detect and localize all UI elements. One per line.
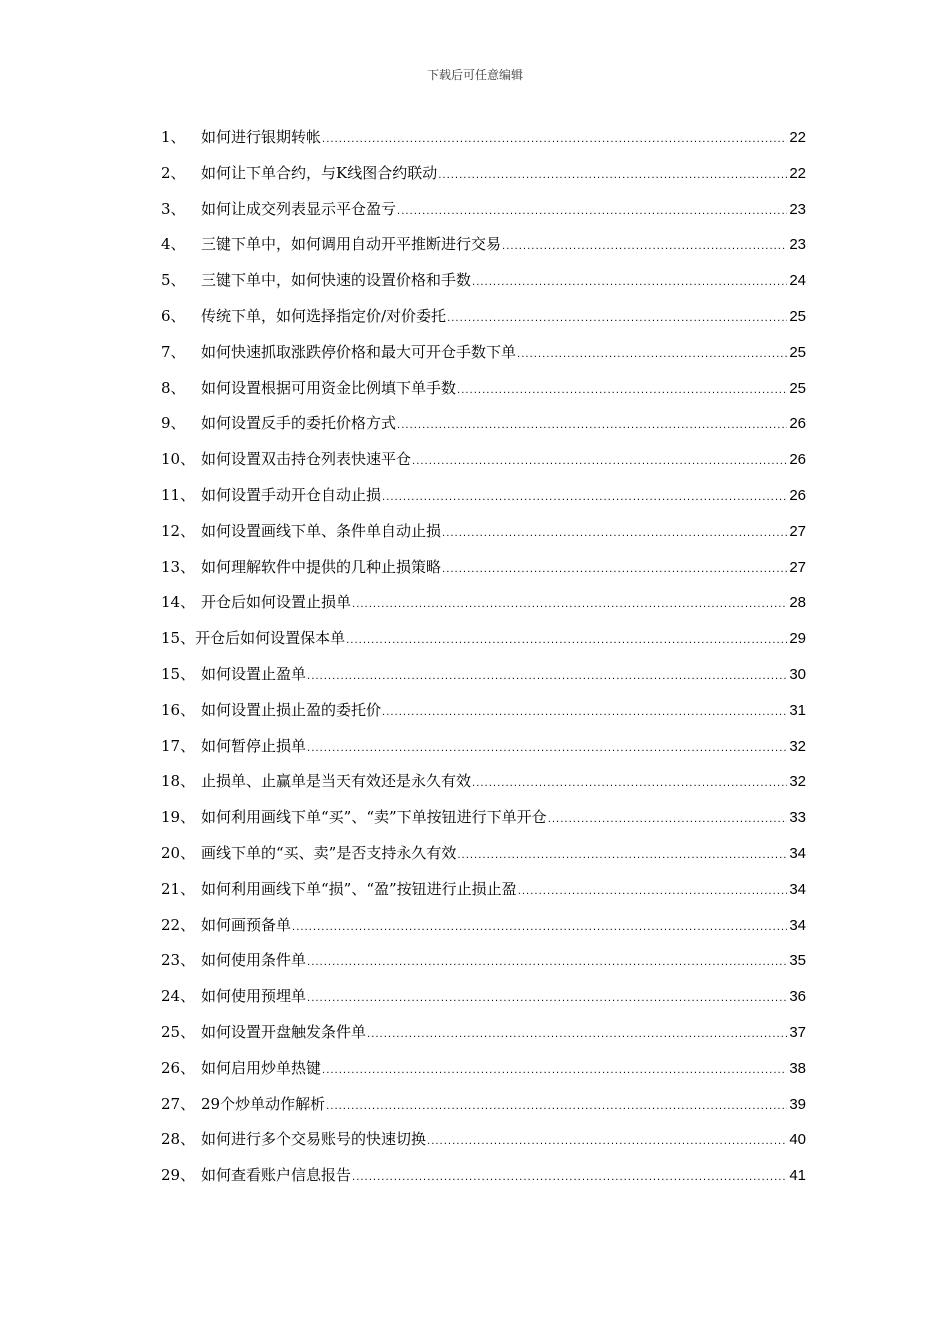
toc-entry-title: 如何启用炒单热键 bbox=[201, 1058, 322, 1077]
toc-entry-page-number: 28 bbox=[789, 594, 806, 612]
toc-dot-leader bbox=[352, 590, 787, 620]
toc-entry[interactable] bbox=[161, 766, 806, 802]
toc-entry-title: 止损单、止赢单是当天有效还是永久有效 bbox=[201, 772, 472, 791]
toc-entry-title: 如何进行多个交易账号的快速切换 bbox=[201, 1130, 427, 1149]
toc-entry-title: 三键下单中，如何快速的设置价格和手数 bbox=[201, 271, 472, 290]
toc-entry-page-number: 27 bbox=[789, 522, 806, 540]
toc-entry-page-number: 35 bbox=[789, 952, 806, 970]
toc-entry[interactable] bbox=[161, 337, 806, 373]
toc-entry-page-number: 36 bbox=[789, 988, 806, 1006]
toc-dot-leader bbox=[457, 376, 787, 406]
toc-entry[interactable] bbox=[161, 910, 806, 946]
toc-entry-number: 14、 bbox=[161, 593, 196, 612]
toc-entry-title: 开仓后如何设置保本单 bbox=[195, 629, 346, 648]
toc-entry-number: 18、 bbox=[161, 772, 196, 791]
toc-entry[interactable] bbox=[161, 158, 806, 194]
toc-dot-leader bbox=[442, 555, 787, 585]
toc-entry-number: 7、 bbox=[161, 342, 186, 361]
toc-entry[interactable] bbox=[161, 552, 806, 588]
toc-dot-leader bbox=[442, 519, 787, 549]
toc-entry-page-number: 29 bbox=[789, 630, 806, 648]
toc-entry-number: 25、 bbox=[161, 1022, 196, 1041]
toc-entry-title: 传统下单，如何选择指定价/对价委托 bbox=[201, 306, 447, 325]
toc-entry[interactable] bbox=[161, 516, 806, 552]
toc-entry[interactable] bbox=[161, 731, 806, 767]
toc-entry-page-number: 23 bbox=[789, 236, 806, 254]
toc-dot-leader bbox=[382, 698, 787, 728]
toc-entry-number: 19、 bbox=[161, 808, 196, 827]
toc-dot-leader bbox=[397, 197, 787, 227]
toc-entry[interactable] bbox=[161, 1124, 806, 1160]
toc-entry-title: 29个炒单动作解析 bbox=[201, 1094, 326, 1113]
toc-dot-leader bbox=[326, 1092, 787, 1122]
toc-entry-title: 如何快速抓取涨跌停价格和最大可开仓手数下单 bbox=[201, 342, 517, 361]
toc-entry-number: 15、 bbox=[161, 629, 196, 648]
toc-entry-number: 5、 bbox=[161, 271, 186, 290]
toc-entry-title: 如何使用条件单 bbox=[201, 951, 307, 970]
toc-dot-leader bbox=[457, 841, 787, 871]
toc-entry-number: 29、 bbox=[161, 1166, 196, 1185]
toc-entry[interactable] bbox=[161, 659, 806, 695]
toc-dot-leader bbox=[548, 805, 787, 835]
toc-entry-title: 画线下单的“买、卖”是否支持永久有效 bbox=[201, 843, 457, 862]
toc-entry[interactable] bbox=[161, 301, 806, 337]
toc-entry-page-number: 32 bbox=[789, 773, 806, 791]
toc-entry-page-number: 33 bbox=[789, 809, 806, 827]
toc-dot-leader bbox=[472, 769, 787, 799]
toc-entry-title: 如何画预备单 bbox=[201, 915, 292, 934]
toc-entry-page-number: 22 bbox=[789, 129, 806, 146]
toc-entry-page-number: 22 bbox=[789, 164, 806, 182]
toc-entry-page-number: 40 bbox=[789, 1131, 806, 1149]
toc-entry-number: 28、 bbox=[161, 1130, 196, 1149]
toc-dot-leader bbox=[322, 125, 787, 155]
toc-dot-leader bbox=[307, 734, 787, 764]
toc-entry-page-number: 31 bbox=[789, 701, 806, 719]
toc-entry-title: 如何设置画线下单、条件单自动止损 bbox=[201, 521, 442, 540]
toc-entry-page-number: 26 bbox=[789, 451, 806, 469]
toc-dot-leader bbox=[307, 662, 787, 692]
toc-entry-page-number: 24 bbox=[789, 272, 806, 290]
toc-entry-title: 如何理解软件中提供的几种止损策略 bbox=[201, 557, 442, 576]
toc-dot-leader bbox=[427, 1127, 787, 1157]
toc-entry-number: 9、 bbox=[161, 414, 186, 433]
toc-entry-page-number: 26 bbox=[789, 415, 806, 433]
toc-entry-number: 23、 bbox=[161, 951, 196, 970]
toc-dot-leader bbox=[322, 1056, 787, 1086]
toc-dot-leader bbox=[438, 161, 787, 191]
toc-entry-number: 21、 bbox=[161, 879, 196, 898]
toc-entry[interactable] bbox=[161, 802, 806, 838]
toc-entry-number: 4、 bbox=[161, 235, 186, 254]
toc-entry-page-number: 38 bbox=[789, 1059, 806, 1077]
toc-entry-number: 11、 bbox=[161, 485, 196, 504]
toc-entry-page-number: 34 bbox=[789, 916, 806, 934]
toc-entry-title: 如何设置双击持仓列表快速平仓 bbox=[201, 450, 412, 469]
toc-entry[interactable] bbox=[161, 1053, 806, 1089]
table-of-contents bbox=[161, 122, 806, 1196]
toc-dot-leader bbox=[346, 626, 787, 656]
toc-dot-leader bbox=[307, 948, 787, 978]
toc-entry[interactable] bbox=[161, 373, 806, 409]
toc-entry[interactable] bbox=[161, 623, 806, 659]
toc-entry[interactable] bbox=[161, 122, 806, 158]
toc-entry-title: 如何设置开盘触发条件单 bbox=[201, 1022, 367, 1041]
toc-entry-title: 如何利用画线下单“损”、“盈”按钮进行止损止盈 bbox=[201, 879, 517, 898]
toc-entry-title: 如何暂停止损单 bbox=[201, 736, 307, 755]
toc-entry-title: 如何让成交列表显示平仓盈亏 bbox=[201, 199, 397, 218]
toc-dot-leader bbox=[412, 447, 787, 477]
toc-entry[interactable] bbox=[161, 838, 806, 874]
toc-entry[interactable] bbox=[161, 408, 806, 444]
toc-entry[interactable] bbox=[161, 1160, 806, 1196]
toc-dot-leader bbox=[352, 1163, 787, 1193]
toc-entry-page-number: 23 bbox=[789, 200, 806, 218]
toc-entry-number: 15、 bbox=[161, 664, 196, 683]
toc-entry-title: 如何使用预埋单 bbox=[201, 987, 307, 1006]
toc-entry[interactable] bbox=[161, 695, 806, 731]
toc-entry[interactable] bbox=[161, 194, 806, 230]
toc-entry-number: 17、 bbox=[161, 736, 196, 755]
toc-entry-title: 如何设置反手的委托价格方式 bbox=[201, 414, 397, 433]
toc-entry-title: 如何设置手动开仓自动止损 bbox=[201, 485, 382, 504]
toc-entry-title: 如何查看账户信息报告 bbox=[201, 1166, 352, 1185]
toc-entry-page-number: 34 bbox=[789, 844, 806, 862]
toc-entry-title: 如何利用画线下单“买”、“卖”下单按钮进行下单开仓 bbox=[201, 808, 547, 827]
toc-entry-number: 16、 bbox=[161, 700, 196, 719]
toc-dot-leader bbox=[367, 1020, 787, 1050]
toc-entry-number: 26、 bbox=[161, 1058, 196, 1077]
toc-entry-number: 2、 bbox=[161, 163, 186, 182]
toc-entry-number: 8、 bbox=[161, 378, 186, 397]
toc-entry[interactable] bbox=[161, 229, 806, 265]
toc-entry-title: 如何设置止损止盈的委托价 bbox=[201, 700, 382, 719]
toc-entry-page-number: 30 bbox=[789, 665, 806, 683]
toc-entry-page-number: 25 bbox=[789, 379, 806, 397]
toc-entry-number: 24、 bbox=[161, 987, 196, 1006]
toc-dot-leader bbox=[518, 877, 787, 907]
toc-entry-number: 12、 bbox=[161, 521, 196, 540]
toc-entry[interactable] bbox=[161, 981, 806, 1017]
toc-entry[interactable] bbox=[161, 945, 806, 981]
toc-entry-page-number: 25 bbox=[789, 343, 806, 361]
toc-entry-number: 10、 bbox=[161, 450, 196, 469]
toc-entry-page-number: 41 bbox=[789, 1167, 806, 1185]
toc-entry-page-number: 37 bbox=[789, 1023, 806, 1041]
toc-dot-leader bbox=[517, 340, 787, 370]
toc-entry[interactable] bbox=[161, 265, 806, 301]
toc-dot-leader bbox=[382, 483, 787, 513]
toc-entry-page-number: 39 bbox=[789, 1095, 806, 1113]
toc-entry-title: 如何设置止盈单 bbox=[201, 664, 307, 683]
toc-entry-title: 开仓后如何设置止损单 bbox=[201, 593, 352, 612]
toc-entry-number: 6、 bbox=[161, 306, 186, 325]
toc-entry-number: 20、 bbox=[161, 843, 196, 862]
toc-entry-page-number: 25 bbox=[789, 307, 806, 325]
toc-entry-number: 13、 bbox=[161, 557, 196, 576]
page-header: 下载后可任意编辑 bbox=[426, 68, 523, 82]
toc-entry-page-number: 32 bbox=[789, 737, 806, 755]
toc-entry[interactable] bbox=[161, 1089, 806, 1125]
toc-entry[interactable] bbox=[161, 1017, 806, 1053]
toc-entry-page-number: 27 bbox=[789, 558, 806, 576]
toc-entry-title: 三键下单中，如何调用自动开平推断进行交易 bbox=[201, 235, 502, 254]
toc-entry[interactable] bbox=[161, 587, 806, 623]
toc-dot-leader bbox=[397, 411, 787, 441]
toc-dot-leader bbox=[472, 268, 787, 298]
toc-dot-leader bbox=[292, 913, 787, 943]
toc-entry[interactable] bbox=[161, 874, 806, 910]
toc-dot-leader bbox=[307, 984, 787, 1014]
toc-entry-number: 27、 bbox=[161, 1094, 196, 1113]
toc-entry-page-number: 34 bbox=[789, 880, 806, 898]
toc-dot-leader bbox=[447, 304, 787, 334]
toc-entry-page-number: 26 bbox=[789, 486, 806, 504]
toc-entry-title: 如何设置根据可用资金比例填下单手数 bbox=[201, 378, 457, 397]
toc-entry-title: 如何进行银期转帐 bbox=[201, 128, 322, 146]
toc-entry-number: 22、 bbox=[161, 915, 196, 934]
toc-entry[interactable] bbox=[161, 444, 806, 480]
toc-dot-leader bbox=[502, 232, 787, 262]
toc-entry[interactable] bbox=[161, 480, 806, 516]
toc-entry-title: 如何让下单合约，与K线图合约联动 bbox=[201, 163, 438, 182]
toc-entry-number: 1、 bbox=[161, 128, 186, 146]
toc-entry-number: 3、 bbox=[161, 199, 186, 218]
